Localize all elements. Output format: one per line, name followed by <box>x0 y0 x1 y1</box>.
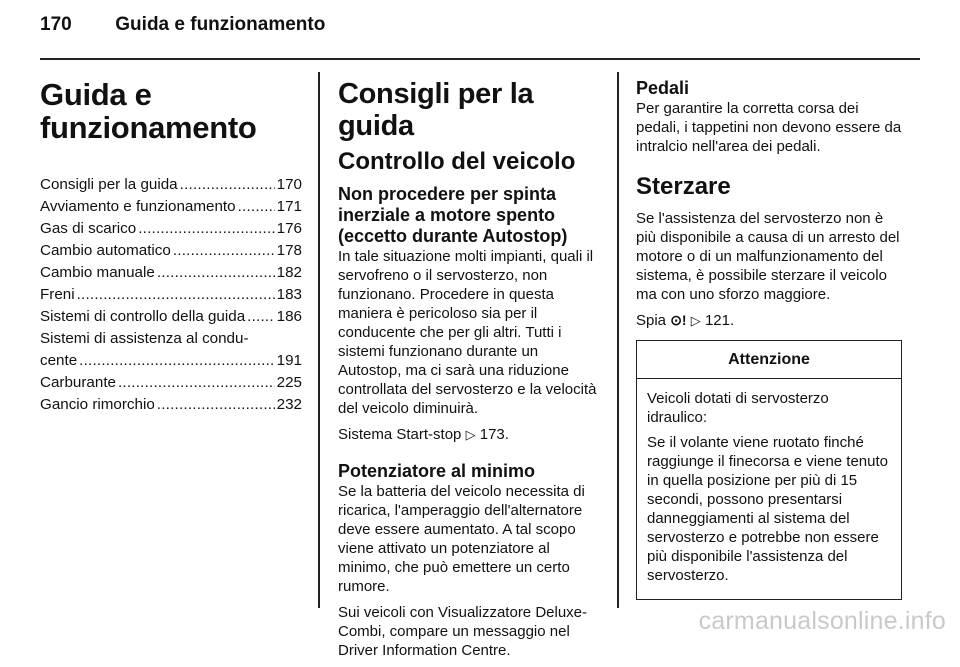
running-title: Guida e funzionamento <box>115 14 326 35</box>
toc-entry[interactable]: Sistemi di assistenza al condu- cente . . . 191 <box>40 328 302 372</box>
column-divider-1 <box>318 72 320 608</box>
page-number: 170 <box>40 14 72 35</box>
column-divider-2 <box>617 72 619 608</box>
toc-entry[interactable]: Gancio rimorchio . . . 232 <box>40 394 302 416</box>
heading-no-coasting: Non procedere per spinta inerziale a motore spento (eccetto durante Autostop) <box>338 184 568 246</box>
table-of-contents <box>40 174 302 416</box>
header-rule <box>40 58 920 60</box>
paragraph-no-coasting: In tale situazione molti impianti, quali il servofreno o il servosterzo, non funzionano. Procedere in questa maniera è pericoloso sia per il conducente che per gli altri. Tutti i sistemi funzionano durante un Autostop, ma ci sarà una riduzione controllata del servosterzo e la velocità del veicolo diminuirà. <box>338 248 597 417</box>
startstop-reference[interactable]: Sistema Start-stop ▷ 173. <box>338 426 509 443</box>
section-title: Consigli per la guida <box>338 78 534 142</box>
chapter-title: Guida e funzionamento <box>40 77 257 145</box>
chapter-toc-column <box>40 78 302 416</box>
toc-entry[interactable]: Consigli per la guida . . . 170 <box>40 174 302 196</box>
heading-steering: Sterzare <box>636 173 731 200</box>
warning-light-reference[interactable]: Spia ⊙! ▷ 121. <box>636 312 735 329</box>
warning-box <box>636 340 902 600</box>
toc-entry[interactable]: Gas di scarico . . . 176 <box>40 218 302 240</box>
heading-pedals: Pedali <box>636 78 690 98</box>
heading-idle-boost: Potenziatore al minimo <box>338 461 536 481</box>
pedals-steering-column <box>636 78 902 600</box>
toc-entry[interactable]: Avviamento e funzionamento . . . 171 <box>40 196 302 218</box>
driving-hints-column <box>338 78 602 667</box>
toc-entry[interactable]: Carburante . . . 225 <box>40 372 302 394</box>
page-reference-arrow-icon: ▷ <box>465 427 476 442</box>
toc-entry[interactable]: Sistemi di controllo della guida . . . 186 <box>40 306 302 328</box>
warning-paragraph-2: Se il volante viene ruotato finché raggiunge il finecorsa e viene tenuto in quella posizione per più di 15 secondi, possono presentarsi danneggiamenti al sistema del servosterzo e potrebbe non essere più disponibile l'assistenza del servosterzo. <box>647 434 888 584</box>
warning-paragraph-1: Veicoli dotati di servosterzo idraulico: <box>647 390 829 426</box>
toc-entry[interactable]: Cambio automatico . . . 178 <box>40 240 302 262</box>
paragraph-pedals: Per garantire la corretta corsa dei pedali, i tappetini non devono essere da intralcio nell'area dei pedali. <box>636 100 902 155</box>
warning-title: Attenzione <box>637 341 901 379</box>
paragraph-idle-boost: Se la batteria del veicolo necessita di ricarica, l'amperaggio dell'alternatore deve essere aumentato. A tal scopo viene attivato un potenziatore al minimo, che può emettere un certo rumore. <box>338 483 585 595</box>
toc-entry[interactable]: Freni . . . 183 <box>40 284 302 306</box>
running-header <box>40 14 325 36</box>
toc-entry[interactable]: Cambio manuale . . . 182 <box>40 262 302 284</box>
steering-warning-light-icon: ⊙! <box>670 312 687 328</box>
page-reference-arrow-icon: ▷ <box>690 313 701 328</box>
paragraph-steering: Se l'assistenza del servosterzo non è più disponibile a causa di un arresto del motore o di un malfunzionamento del sistema, è possibile sterzare il veicolo ma con uno sforzo maggiore. <box>636 210 900 303</box>
paragraph-deluxe-combi: Sui veicoli con Visualizzatore Deluxe-Combi, compare un messaggio nel Driver Information Centre. <box>338 604 588 659</box>
watermark: carmanualsonline.info <box>698 607 946 635</box>
subsection-title: Controllo del veicolo <box>338 148 576 175</box>
